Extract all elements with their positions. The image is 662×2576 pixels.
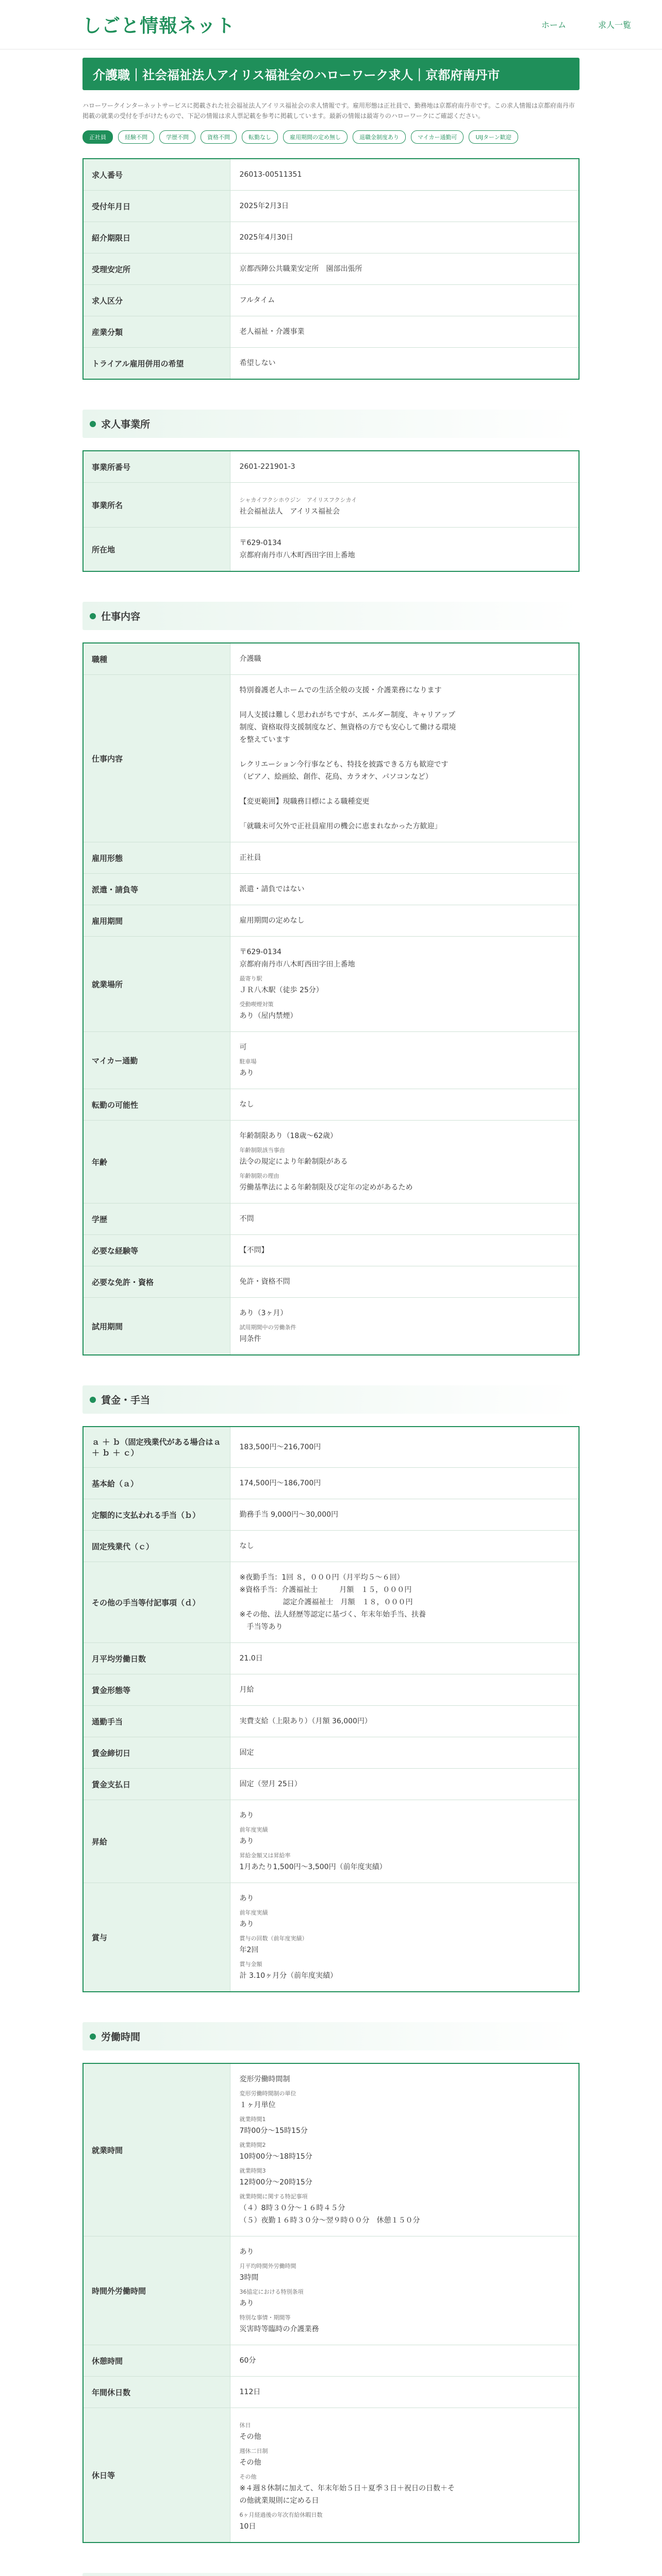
nav-home-link[interactable]: ホーム bbox=[541, 20, 566, 30]
row-value bbox=[230, 2377, 579, 2408]
row-label: 賃金支払日 bbox=[83, 1769, 230, 1800]
row-value bbox=[230, 1121, 579, 1204]
value-line: 7時00分〜15時15分 bbox=[239, 2127, 308, 2135]
table-row bbox=[83, 1235, 579, 1266]
row-label: 必要な経験等 bbox=[83, 1235, 230, 1266]
value-line: 年齢制限あり（18歳〜62歳） bbox=[239, 1132, 338, 1140]
table-row bbox=[83, 451, 579, 483]
row-label: 昇給 bbox=[83, 1800, 230, 1883]
table-row bbox=[83, 1032, 579, 1089]
value-line bbox=[240, 697, 570, 709]
sub-label: その他 bbox=[239, 2473, 257, 2480]
section-table bbox=[82, 450, 580, 572]
table-row bbox=[83, 348, 579, 380]
value-line: その他 bbox=[239, 2459, 261, 2467]
table-row bbox=[83, 1298, 579, 1355]
table-row bbox=[83, 1737, 579, 1769]
row-value bbox=[230, 2236, 579, 2345]
section-heading bbox=[82, 1385, 580, 1414]
row-label: 求人区分 bbox=[83, 285, 230, 316]
row-label: 求人番号 bbox=[83, 159, 230, 191]
value-line: 60分 bbox=[239, 2357, 256, 2365]
value-line: あり bbox=[239, 1811, 254, 1820]
table-row bbox=[83, 2345, 579, 2377]
value-line: 不問 bbox=[239, 1215, 254, 1223]
section-heading-text: 賃金・手当 bbox=[101, 1395, 151, 1406]
row-value: フルタイム bbox=[230, 285, 579, 316]
row-label: 賃金締切日 bbox=[83, 1737, 230, 1769]
value-line: 183,500円〜216,700円 bbox=[239, 1443, 321, 1451]
site-header bbox=[0, 0, 662, 49]
value-line: レクリエーション今行事なども、特技を披露できる方も歓迎です bbox=[239, 760, 449, 769]
row-value: 2025年4月30日 bbox=[230, 222, 579, 253]
table-row bbox=[83, 1706, 579, 1737]
row-value bbox=[230, 675, 579, 842]
table-row bbox=[83, 1089, 579, 1121]
table-row bbox=[83, 316, 579, 348]
row-label: 産業分類 bbox=[83, 316, 230, 348]
row-value bbox=[230, 1769, 579, 1800]
row-value bbox=[230, 1706, 579, 1737]
table-row bbox=[83, 528, 579, 572]
row-label: 休日等 bbox=[83, 2408, 230, 2543]
basic-info-table bbox=[82, 158, 580, 380]
row-value bbox=[230, 937, 579, 1032]
sub-label: 昇給金額又は昇給率 bbox=[239, 1852, 291, 1859]
row-value bbox=[230, 1089, 579, 1121]
row-label: 基本給（ａ） bbox=[83, 1468, 230, 1499]
table-row bbox=[83, 1674, 579, 1706]
value-line: 1月あたり1,500円〜3,500円（前年度実績） bbox=[239, 1863, 387, 1871]
value-line: 同条件 bbox=[239, 1335, 261, 1343]
value-line: 特別養護老人ホームでの生活全般の支援・介護業務になります bbox=[239, 686, 442, 694]
sub-label: 駐車場 bbox=[239, 1058, 257, 1065]
row-value bbox=[230, 1562, 579, 1643]
row-label: 就業時間 bbox=[83, 2063, 230, 2236]
sub-label: 賞与金額 bbox=[239, 1961, 262, 1968]
section-heading-text: 仕事内容 bbox=[101, 611, 141, 622]
main-content bbox=[82, 49, 580, 2576]
value-line: 「就職未可欠外で正社員雇用の機会に恵まれなかった方歓迎」 bbox=[239, 822, 442, 831]
sub-label: 変形労働時間制の単位 bbox=[239, 2090, 296, 2097]
value-line: ※夜勤手当：1回 ８，０００円（月平均５〜６回） bbox=[239, 1573, 404, 1582]
row-label: 転勤の可能性 bbox=[83, 1089, 230, 1121]
row-label: 受付年月日 bbox=[83, 191, 230, 222]
row-label: 賃金形態等 bbox=[83, 1674, 230, 1706]
row-label: 派遣・請負等 bbox=[83, 874, 230, 905]
row-value bbox=[230, 842, 579, 874]
sub-label: 就業時間1 bbox=[239, 2116, 266, 2123]
section-heading bbox=[82, 410, 580, 438]
row-label: ａ ＋ ｂ（固定残業代がある場合はａ ＋ ｂ ＋ ｃ） bbox=[83, 1427, 230, 1468]
value-line: ※その他、法人経歴等認定に基づく、年末年始手当、扶養 bbox=[239, 1611, 426, 1619]
value-line: 制度、資格取得支援制度など、無資格の方でも安心して働ける環境 bbox=[239, 723, 456, 732]
value-line: 災害時等臨時の介護業務 bbox=[239, 2325, 319, 2333]
row-value: 26013-00511351 bbox=[230, 159, 579, 191]
row-label: 年間休日数 bbox=[83, 2377, 230, 2408]
row-value bbox=[230, 483, 579, 528]
value-line: 年2回 bbox=[239, 1946, 259, 1954]
row-label: 年齢 bbox=[83, 1121, 230, 1204]
table-row bbox=[83, 1562, 579, 1643]
row-value: 2025年2月3日 bbox=[230, 191, 579, 222]
sub-label: 就業時間に関する特記事項 bbox=[239, 2193, 308, 2200]
sub-label: 就業時間3 bbox=[239, 2167, 266, 2174]
tag-badge: 経験不問 bbox=[118, 130, 154, 144]
row-label: 定額的に支払われる手当（ｂ） bbox=[83, 1499, 230, 1531]
section-heading-text: 求人事業所 bbox=[101, 419, 151, 430]
value-line: 同人支援は難しく思われがちですが、エルダー制度、キャリアップ bbox=[239, 711, 455, 719]
value-line: 可 bbox=[239, 1043, 247, 1052]
value-line bbox=[240, 746, 570, 758]
value-line: あり（3ヶ月） bbox=[239, 1309, 288, 1317]
header-nav bbox=[541, 19, 631, 30]
row-value bbox=[230, 1531, 579, 1562]
tag-badge: 退職金制度あり bbox=[353, 130, 406, 144]
table-row bbox=[83, 643, 579, 675]
row-value bbox=[230, 1800, 579, 1883]
intro-text: ハローワークインターネットサービスに掲載された社会福祉法人アイリス福祉会の求人情報です。雇用形態は正社員で、勤務地は京都府南丹市です。この求人情報は京都府南丹市掲載の就業の受付を手がけたもので、下記の情報は求人票記載を参考に掲載しています。最新の情報は最寄りのハローワークにご確認ください。 bbox=[82, 102, 575, 120]
section-heading bbox=[82, 602, 580, 630]
value-line: 〒629-0134 bbox=[239, 948, 282, 956]
sub-label: 月平均時間外労働時間 bbox=[239, 2263, 296, 2269]
value-line: なし bbox=[239, 1542, 254, 1550]
value-line: （５）夜勤１６時３０分〜翌９時００分 休憩１５０分 bbox=[239, 2216, 420, 2225]
table-row bbox=[83, 1468, 579, 1499]
row-value bbox=[230, 1883, 579, 1992]
row-value bbox=[230, 1674, 579, 1706]
value-line: 〒629-0134 bbox=[239, 539, 282, 547]
row-label: その他の手当等付記事項（ｄ） bbox=[83, 1562, 230, 1643]
value-line: ※資格手当：介護福祉士 月額 １５，０００円 bbox=[239, 1586, 412, 1594]
tag-badge: 雇用期間の定め無し bbox=[283, 130, 347, 144]
sub-label: 特別な事情・期間等 bbox=[239, 2314, 291, 2321]
table-row bbox=[83, 842, 579, 874]
row-label: 賞与 bbox=[83, 1883, 230, 1992]
tag-badge: 学歴不問 bbox=[159, 130, 195, 144]
sub-label: 週休二日制 bbox=[239, 2448, 268, 2454]
section-table bbox=[82, 1426, 580, 1992]
row-value bbox=[230, 2063, 579, 2236]
table-row bbox=[83, 874, 579, 905]
value-line: その他 bbox=[239, 2433, 261, 2441]
table-row bbox=[83, 222, 579, 253]
value-line: あり bbox=[239, 1837, 254, 1845]
row-value bbox=[230, 874, 579, 905]
value-line: 【不問】 bbox=[239, 1246, 269, 1255]
value-line: 実費支給（上限あり）（月額 36,000円） bbox=[239, 1717, 372, 1725]
section-heading-text: 労働時間 bbox=[101, 2031, 141, 2043]
row-label: 紹介期限日 bbox=[83, 222, 230, 253]
value-line: 21.0日 bbox=[239, 1654, 263, 1663]
page-title: 介護職｜社会福祉法人アイリス福祉会のハローワーク求人｜京都府南丹市 bbox=[82, 58, 580, 90]
row-label: 事業所名 bbox=[83, 483, 230, 528]
value-line: の他就業規則に定める日 bbox=[239, 2497, 319, 2505]
site-logo[interactable]: しごと情報ネット bbox=[82, 15, 236, 37]
value-line: 社会福祉法人 アイリス福祉会 bbox=[239, 507, 340, 516]
row-value: 京都西陣公共職業安定所 園部出張所 bbox=[230, 253, 579, 285]
row-label: 試用期間 bbox=[83, 1298, 230, 1355]
tag-badge: 正社員 bbox=[82, 130, 113, 144]
row-value bbox=[230, 528, 579, 572]
bullet-icon bbox=[90, 1397, 96, 1403]
sub-label: 年齢制限該当事由 bbox=[239, 1147, 285, 1154]
row-label: 必要な免許・資格 bbox=[83, 1266, 230, 1298]
table-row bbox=[83, 2236, 579, 2345]
row-value bbox=[230, 1032, 579, 1089]
value-line: 固定 bbox=[239, 1749, 254, 1757]
table-row bbox=[83, 1121, 579, 1204]
value-line: あり bbox=[239, 1920, 254, 1928]
sub-label: 就業時間2 bbox=[239, 2142, 266, 2148]
row-label: マイカー通勤 bbox=[83, 1032, 230, 1089]
value-line: 10時00分〜18時15分 bbox=[239, 2153, 312, 2161]
table-row bbox=[83, 675, 579, 842]
row-value bbox=[230, 1427, 579, 1468]
row-label: 仕事内容 bbox=[83, 675, 230, 842]
sub-label: 年齢制限の理由 bbox=[239, 1173, 279, 1179]
row-value bbox=[230, 1266, 579, 1298]
row-label: 固定残業代（ｃ） bbox=[83, 1531, 230, 1562]
value-line bbox=[240, 808, 570, 820]
row-value bbox=[230, 1643, 579, 1674]
sub-label: 前年度実績 bbox=[239, 1909, 268, 1916]
table-row bbox=[83, 1499, 579, 1531]
table-row bbox=[83, 1643, 579, 1674]
row-value bbox=[230, 1499, 579, 1531]
value-line: あり bbox=[239, 2248, 254, 2256]
table-row bbox=[83, 905, 579, 937]
table-row bbox=[83, 2063, 579, 2236]
value-line: 正社員 bbox=[239, 854, 261, 862]
value-line: 2601-221901-3 bbox=[239, 463, 295, 471]
row-value bbox=[230, 1298, 579, 1355]
sub-label: 最寄り駅 bbox=[239, 975, 262, 982]
row-label: 休憩時間 bbox=[83, 2345, 230, 2377]
table-row bbox=[83, 483, 579, 528]
row-value bbox=[230, 2408, 579, 2543]
value-line: 112日 bbox=[239, 2388, 261, 2396]
table-row bbox=[83, 191, 579, 222]
row-value bbox=[230, 1235, 579, 1266]
value-line: 固定（翌月 25日） bbox=[239, 1780, 302, 1788]
value-line bbox=[240, 783, 570, 795]
sub-label: 36協定における特別条項 bbox=[239, 2289, 304, 2295]
nav-job-list-link[interactable]: 求人一覧 bbox=[598, 20, 631, 30]
table-row bbox=[83, 1769, 579, 1800]
row-value bbox=[230, 1737, 579, 1769]
table-row bbox=[83, 1531, 579, 1562]
sub-label: シャカイフクシホウジン アイリスフクシカイ bbox=[239, 497, 357, 503]
row-label: 時間外労働時間 bbox=[83, 2236, 230, 2345]
row-label: 学歴 bbox=[83, 1204, 230, 1235]
value-line: 京都府南丹市八木町西田字田上番地 bbox=[239, 960, 355, 969]
value-line: 10日 bbox=[239, 2522, 256, 2531]
value-line: 勤務手当 9,000円〜30,000円 bbox=[239, 1511, 339, 1519]
table-row bbox=[83, 159, 579, 191]
row-label: 就業場所 bbox=[83, 937, 230, 1032]
value-line: 認定介護福祉士 月額 １８，０００円 bbox=[239, 1598, 413, 1606]
value-line: 免許・資格不問 bbox=[239, 1278, 290, 1286]
sub-label: 前年度実績 bbox=[239, 1826, 268, 1833]
row-label: 職種 bbox=[83, 643, 230, 675]
value-line: ＪＲ八木駅（徒歩 25分） bbox=[239, 986, 323, 994]
row-label: 雇用期間 bbox=[83, 905, 230, 937]
value-line: あり bbox=[239, 2299, 254, 2308]
row-value bbox=[230, 1204, 579, 1235]
value-line: 派遣・請負ではない bbox=[239, 885, 305, 893]
row-value bbox=[230, 643, 579, 675]
value-line: 雇用期間の定めなし bbox=[239, 917, 305, 925]
tag-badge: 転勤なし bbox=[242, 130, 278, 144]
value-line: 京都府南丹市八木町西田字田上番地 bbox=[239, 551, 355, 560]
section-heading bbox=[82, 2573, 580, 2576]
table-row bbox=[83, 937, 579, 1032]
value-line: 月給 bbox=[239, 1686, 254, 1694]
value-line: 労働基準法による年齢制限及び定年の定めがあるため bbox=[239, 1183, 413, 1192]
table-row bbox=[83, 285, 579, 316]
sub-label: 休日 bbox=[239, 2422, 251, 2429]
row-value bbox=[230, 1468, 579, 1499]
tag-badge: UIJターン歓迎 bbox=[469, 130, 518, 144]
tag-badge: マイカー通勤可 bbox=[411, 130, 464, 144]
row-value: 希望しない bbox=[230, 348, 579, 380]
value-line: 【変更範囲】現職務目標による職種変更 bbox=[239, 798, 370, 806]
bullet-icon bbox=[90, 2033, 96, 2040]
value-line: 手当等あり bbox=[239, 1623, 283, 1631]
value-line: 174,500円〜186,700円 bbox=[239, 1479, 321, 1487]
table-row bbox=[83, 2408, 579, 2543]
sub-label: 6ヶ月経過後の年次有給休暇日数 bbox=[239, 2512, 323, 2518]
value-line: なし bbox=[239, 1100, 254, 1109]
table-row bbox=[83, 1204, 579, 1235]
row-label: トライアル雇用併用の希望 bbox=[83, 348, 230, 380]
value-line: ※４週８休制に加えて、年末年始５日＋夏季３日＋祝日の日数＋そ bbox=[239, 2484, 455, 2493]
row-label: 通勤手当 bbox=[83, 1706, 230, 1737]
row-label: 所在地 bbox=[83, 528, 230, 572]
value-line: を整えています bbox=[239, 736, 290, 744]
table-row bbox=[83, 1800, 579, 1883]
section-table bbox=[82, 2063, 580, 2543]
table-row bbox=[83, 1266, 579, 1298]
value-line: あり（屋内禁煙） bbox=[239, 1012, 297, 1020]
row-label: 雇用形態 bbox=[83, 842, 230, 874]
value-line: 法令の規定により年齢制限がある bbox=[239, 1158, 348, 1166]
section-table bbox=[82, 642, 580, 1355]
row-value bbox=[230, 451, 579, 483]
table-row bbox=[83, 2377, 579, 2408]
value-line: 変形労働時間制 bbox=[239, 2075, 290, 2083]
value-line: 12時00分〜20時15分 bbox=[239, 2178, 312, 2187]
row-value bbox=[230, 2345, 579, 2377]
tag-list bbox=[82, 130, 580, 144]
value-line: （４）8時３０分〜１６時４５分 bbox=[239, 2204, 345, 2212]
tag-badge: 資格不問 bbox=[201, 130, 237, 144]
bullet-icon bbox=[90, 613, 96, 619]
sub-label: 受動喫煙対策 bbox=[239, 1001, 274, 1008]
value-line: （ピアノ、絵画絵、創作、花鳥、カラオケ、パソコンなど） bbox=[239, 773, 433, 781]
table-row bbox=[83, 1427, 579, 1468]
value-line: 介護職 bbox=[239, 655, 261, 663]
bullet-icon bbox=[90, 421, 96, 427]
value-line: １ヶ月単位 bbox=[239, 2101, 276, 2109]
table-row bbox=[83, 1883, 579, 1992]
value-line: あり bbox=[239, 1069, 254, 1077]
value-line: 3時間 bbox=[239, 2274, 259, 2282]
value-line: 計 3.10ヶ月分（前年度実績） bbox=[239, 1972, 338, 1980]
row-label: 月平均労働日数 bbox=[83, 1643, 230, 1674]
row-label: 事業所番号 bbox=[83, 451, 230, 483]
sub-label: 賞与の回数（前年度実績） bbox=[239, 1935, 308, 1942]
row-value: 老人福祉・介護事業 bbox=[230, 316, 579, 348]
section-heading bbox=[82, 2022, 580, 2050]
row-value bbox=[230, 905, 579, 937]
value-line: あり bbox=[239, 1894, 254, 1903]
table-row bbox=[83, 253, 579, 285]
sub-label: 試用期間中の労働条件 bbox=[239, 1324, 296, 1331]
row-label: 受理安定所 bbox=[83, 253, 230, 285]
